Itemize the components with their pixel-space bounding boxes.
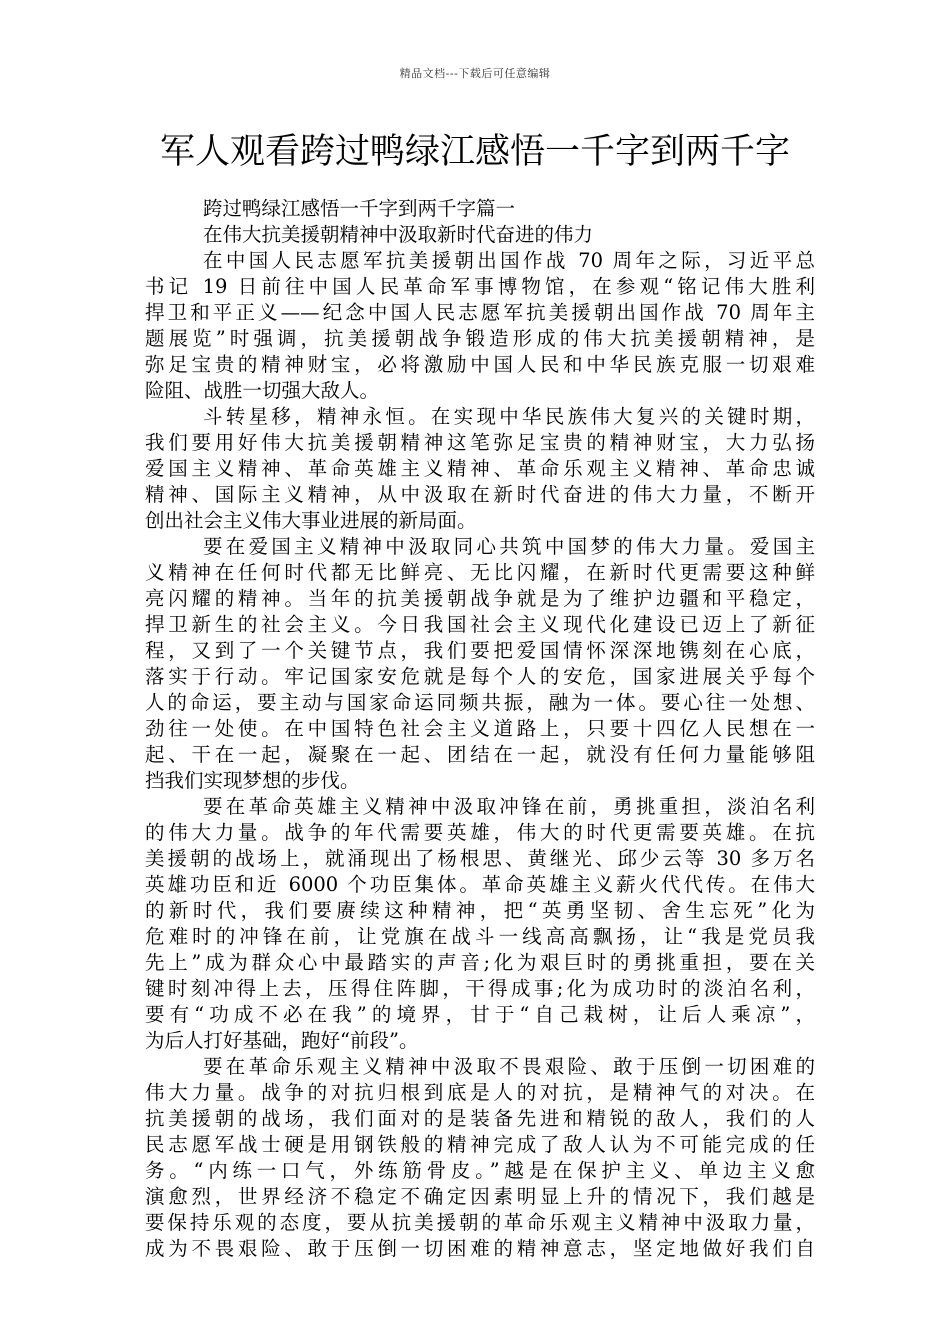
body-text-line: 爱国主义精神、革命英雄主义精神、革命乐观主义精神、革命忠诚 — [145, 457, 815, 480]
document-title: 军人观看跨过鸭绿江感悟一千字到两千字 — [159, 132, 790, 172]
body-text-line: 英雄功臣和近 6000 个功臣集体。革命英雄主义薪火代代传。在伟大 — [145, 873, 815, 896]
body-text-line: 跨过鸭绿江感悟一千字到两千字篇一 — [203, 197, 516, 220]
body-text-line: 要在革命乐观主义精神中汲取不畏艰险、敢于压倒一切困难的 — [203, 1055, 815, 1078]
body-text-line: 我们要用好伟大抗美援朝精神这笔弥足宝贵的精神财宝，大力弘扬 — [145, 431, 815, 454]
body-text-line: 起、干在一起，凝聚在一起、团结在一起，就没有任何力量能够阻 — [145, 743, 815, 766]
body-text-line: 斗转星移，精神永恒。在实现中华民族伟大复兴的关键时期， — [203, 405, 815, 428]
body-text-line: 危难时的冲锋在前，让党旗在战斗一线高高飘扬，让“我是党员我 — [145, 925, 815, 948]
body-text-line: 险阻、战胜一切强大敌人。 — [145, 379, 380, 402]
body-text-line: 弥足宝贵的精神财宝，必将激励中国人民和中华民族克服一切艰难 — [145, 353, 815, 376]
body-text-line: 义精神在任何时代都无比鲜亮、无比闪耀，在新时代更需要这种鲜 — [145, 561, 815, 584]
body-text-line: 演愈烈，世界经济不稳定不确定因素明显上升的情况下，我们越是 — [145, 1185, 815, 1208]
body-text-line: 落实于行动。牢记国家安危就是每个人的安危，国家进展关乎每个 — [145, 665, 815, 688]
body-text-line: 亮闪耀的精神。当年的抗美援朝战争就是为了维护边疆和平稳定， — [145, 587, 815, 610]
body-text-line: 要保持乐观的态度，要从抗美援朝的革命乐观主义精神中汲取力量， — [145, 1211, 815, 1234]
body-text-line: 先上”成为群众心中最踏实的声音;化为艰巨时的勇挑重担，要在关 — [145, 951, 815, 974]
body-text-line: 务。“内练一口气，外练筋骨皮。”越是在保护主义、单边主义愈 — [145, 1159, 815, 1182]
body-text-line: 题展览”时强调，抗美援朝战争锻造形成的伟大抗美援朝精神，是 — [145, 327, 815, 350]
page-header-note: 精品文档---下载后可任意编辑 — [399, 67, 551, 80]
body-text-line: 美援朝的战场上，就涌现出了杨根思、黄继光、邱少云等 30 多万名 — [145, 847, 815, 870]
body-text-line: 在中国人民志愿军抗美援朝出国作战 70 周年之际，习近平总 — [203, 249, 815, 272]
body-text-line: 书记 19 日前往中国人民革命军事博物馆，在参观“铭记伟大胜利 — [145, 275, 815, 298]
body-text-line: 精神、国际主义精神，从中汲取在新时代奋进的伟大力量，不断开 — [145, 483, 815, 506]
body-text-line: 伟大力量。战争的对抗归根到底是人的对抗，是精神气的对决。在 — [145, 1081, 815, 1104]
body-text-line: 程，又到了一个关键节点，我们要把爱国情怀深深地镌刻在心底， — [145, 639, 815, 662]
body-text-line: 要在革命英雄主义精神中汲取冲锋在前，勇挑重担，淡泊名利 — [203, 795, 815, 818]
body-text-line: 创出社会主义伟大事业进展的新局面。 — [145, 509, 477, 532]
body-text-line: 劲往一处使。在中国特色社会主义道路上，只要十四亿人民想在一 — [145, 717, 815, 740]
body-text-line: 人的命运，要主动与国家命运同频共振，融为一体。要心往一处想、 — [145, 691, 815, 714]
body-text-line: 键时刻冲得上去，压得住阵脚，干得成事;化为成功时的淡泊名利， — [145, 977, 815, 1000]
body-text-line: 的新时代，我们要赓续这种精神，把“英勇坚韧、舍生忘死”化为 — [145, 899, 815, 922]
body-text-line: 抗美援朝的战场，我们面对的是装备先进和精锐的敌人，我们的人 — [145, 1107, 815, 1130]
body-text-line: 在伟大抗美援朝精神中汲取新时代奋进的伟力 — [203, 223, 594, 246]
body-text-line: 为后人打好基础，跑好“前段”。 — [145, 1029, 419, 1052]
body-text-line: 捍卫新生的社会主义。今日我国社会主义现代化建设已迈上了新征 — [145, 613, 815, 636]
body-text-line: 要有“功成不必在我”的境界，甘于“自己栽树，让后人乘凉”， — [145, 1003, 815, 1026]
body-text-line: 要在爱国主义精神中汲取同心共筑中国梦的伟大力量。爱国主 — [203, 535, 815, 558]
body-text-line: 的伟大力量。战争的年代需要英雄，伟大的时代更需要英雄。在抗 — [145, 821, 815, 844]
document-body — [145, 196, 815, 1262]
body-text-line: 捍卫和平正义——纪念中国人民志愿军抗美援朝出国作战 70 周年主 — [145, 301, 815, 324]
body-text-line: 挡我们实现梦想的步伐。 — [145, 769, 360, 792]
body-text-line: 成为不畏艰险、敢于压倒一切困难的精神意志，坚定地做好我们自 — [145, 1237, 815, 1260]
body-text-line: 民志愿军战士硬是用钢铁般的精神完成了敌人认为不可能完成的任 — [145, 1133, 815, 1156]
